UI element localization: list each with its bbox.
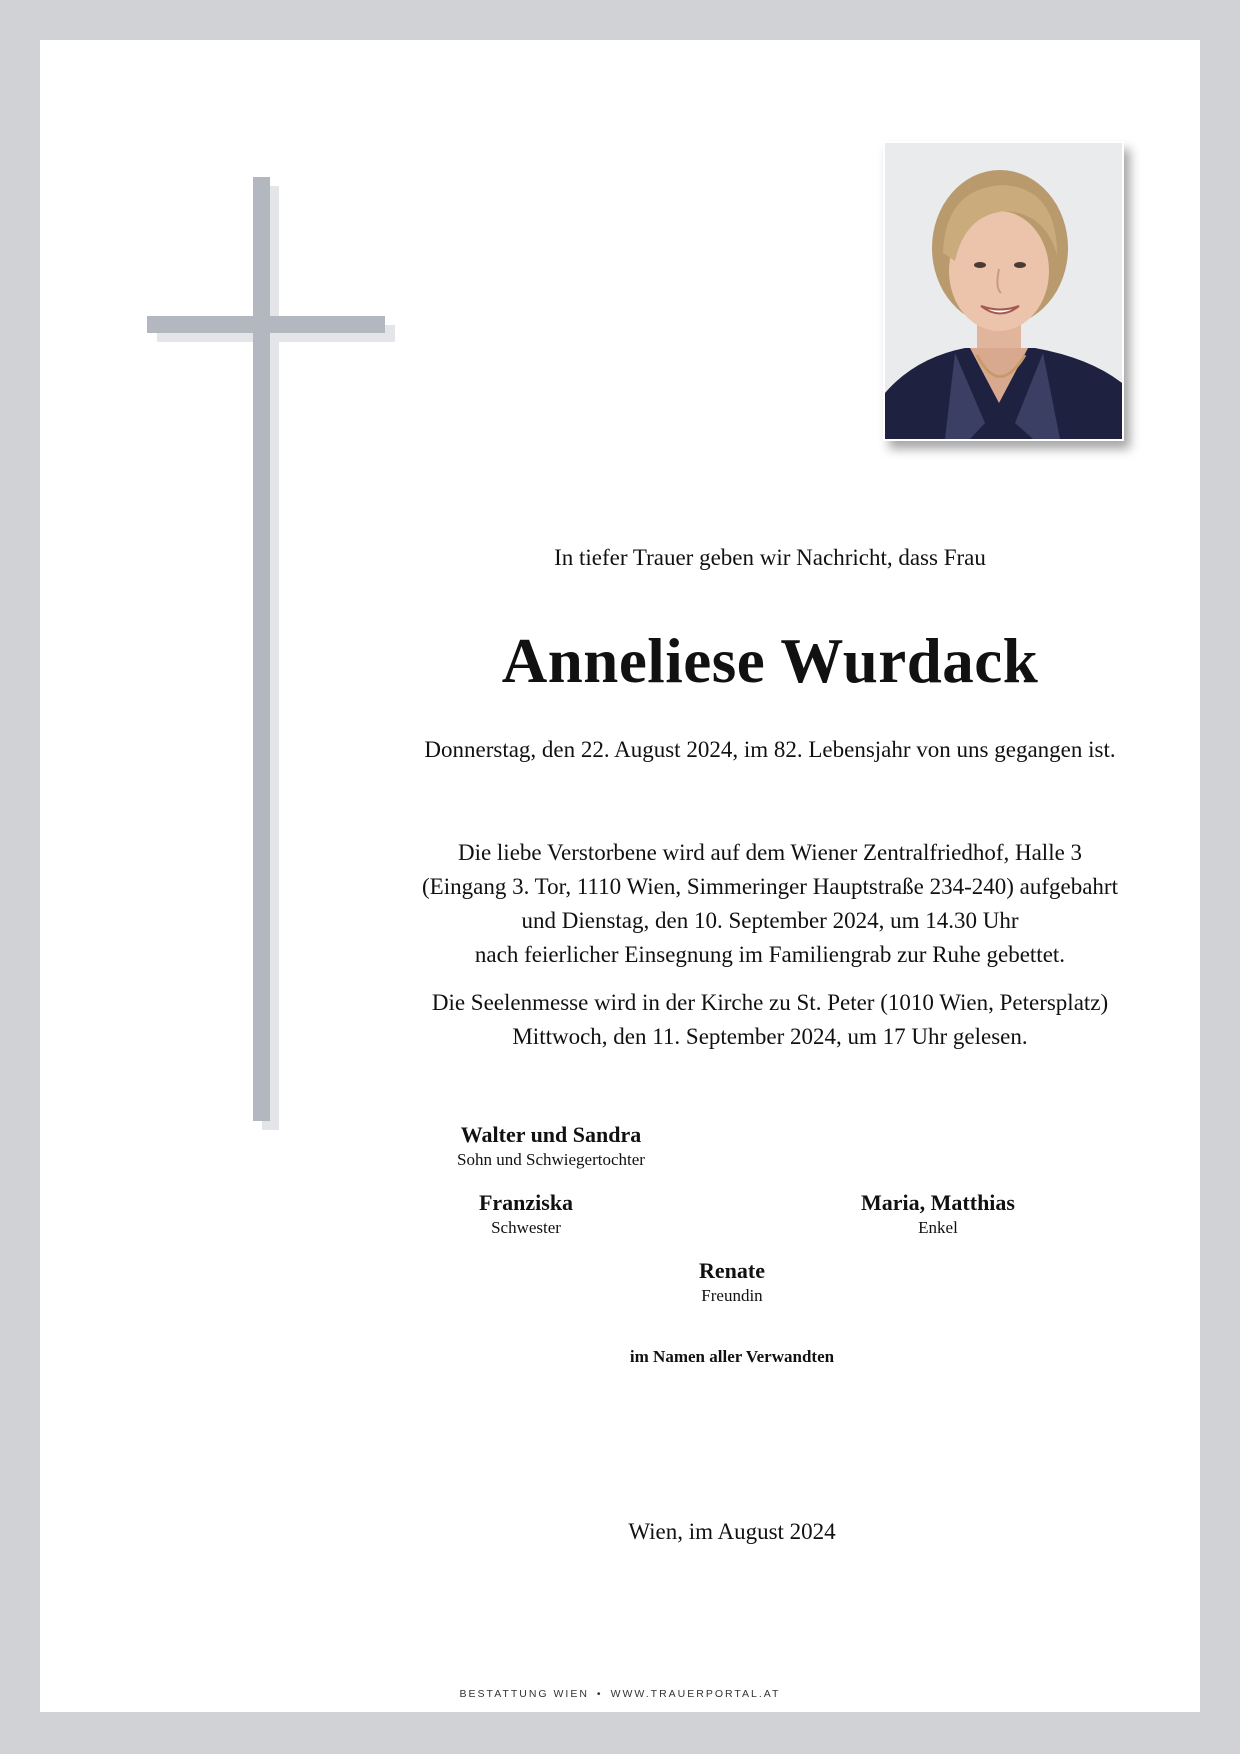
paragraph-line: nach feierlicher Einsegnung im Familiengrab zur Ruhe gebettet. — [474, 942, 1066, 967]
mourner-relation: Enkel — [918, 1218, 958, 1237]
footer-company: BESTATTUNG WIEN — [459, 1688, 589, 1700]
paragraph-line: Die Seelenmesse wird in der Kirche zu St. Peter (1010 Wien, Petersplatz) — [431, 990, 1109, 1015]
mourner-grandchildren — [758, 1190, 1118, 1238]
deceased-name: Anneliese Wurdack — [501, 626, 1039, 696]
paragraph-line: Mittwoch, den 11. September 2024, um 17 Uhr gelesen. — [512, 1024, 1028, 1049]
mourner-friend — [552, 1258, 912, 1306]
paragraph-line: Die liebe Verstorbene wird auf dem Wiener Zentralfriedhof, Halle 3 — [457, 840, 1083, 865]
paragraph-line: Donnerstag, den 22. August 2024, im 82. Lebensjahr von uns gegangen ist. — [424, 737, 1116, 762]
paragraph-line: (Eingang 3. Tor, 1110 Wien, Simmeringer Hauptstraße 234-240) aufgebahrt — [422, 874, 1118, 899]
on-behalf-line: im Namen aller Verwandten — [629, 1347, 835, 1366]
mourner-name: Walter und Sandra — [460, 1122, 642, 1147]
footer-separator: • — [596, 1688, 603, 1700]
mourner-son — [371, 1122, 731, 1170]
paragraph-line: und Dienstag, den 10. September 2024, um 14.30 Uhr — [521, 908, 1019, 933]
mourner-name: Renate — [699, 1258, 765, 1283]
mourner-sister — [346, 1190, 706, 1238]
mourner-name: Maria, Matthias — [861, 1190, 1015, 1215]
mourner-relation: Sohn und Schwiegertochter — [457, 1150, 645, 1169]
place-date: Wien, im August 2024 — [628, 1519, 836, 1544]
mourner-relation: Schwester — [491, 1218, 561, 1237]
mourner-name: Franziska — [478, 1190, 574, 1215]
footer-website: WWW.TRAUERPORTAL.AT — [610, 1688, 781, 1700]
intro-line: In tiefer Trauer geben wir Nachricht, dass Frau — [554, 545, 986, 570]
footer — [0, 1688, 1240, 1700]
mourner-relation: Freundin — [701, 1286, 763, 1305]
